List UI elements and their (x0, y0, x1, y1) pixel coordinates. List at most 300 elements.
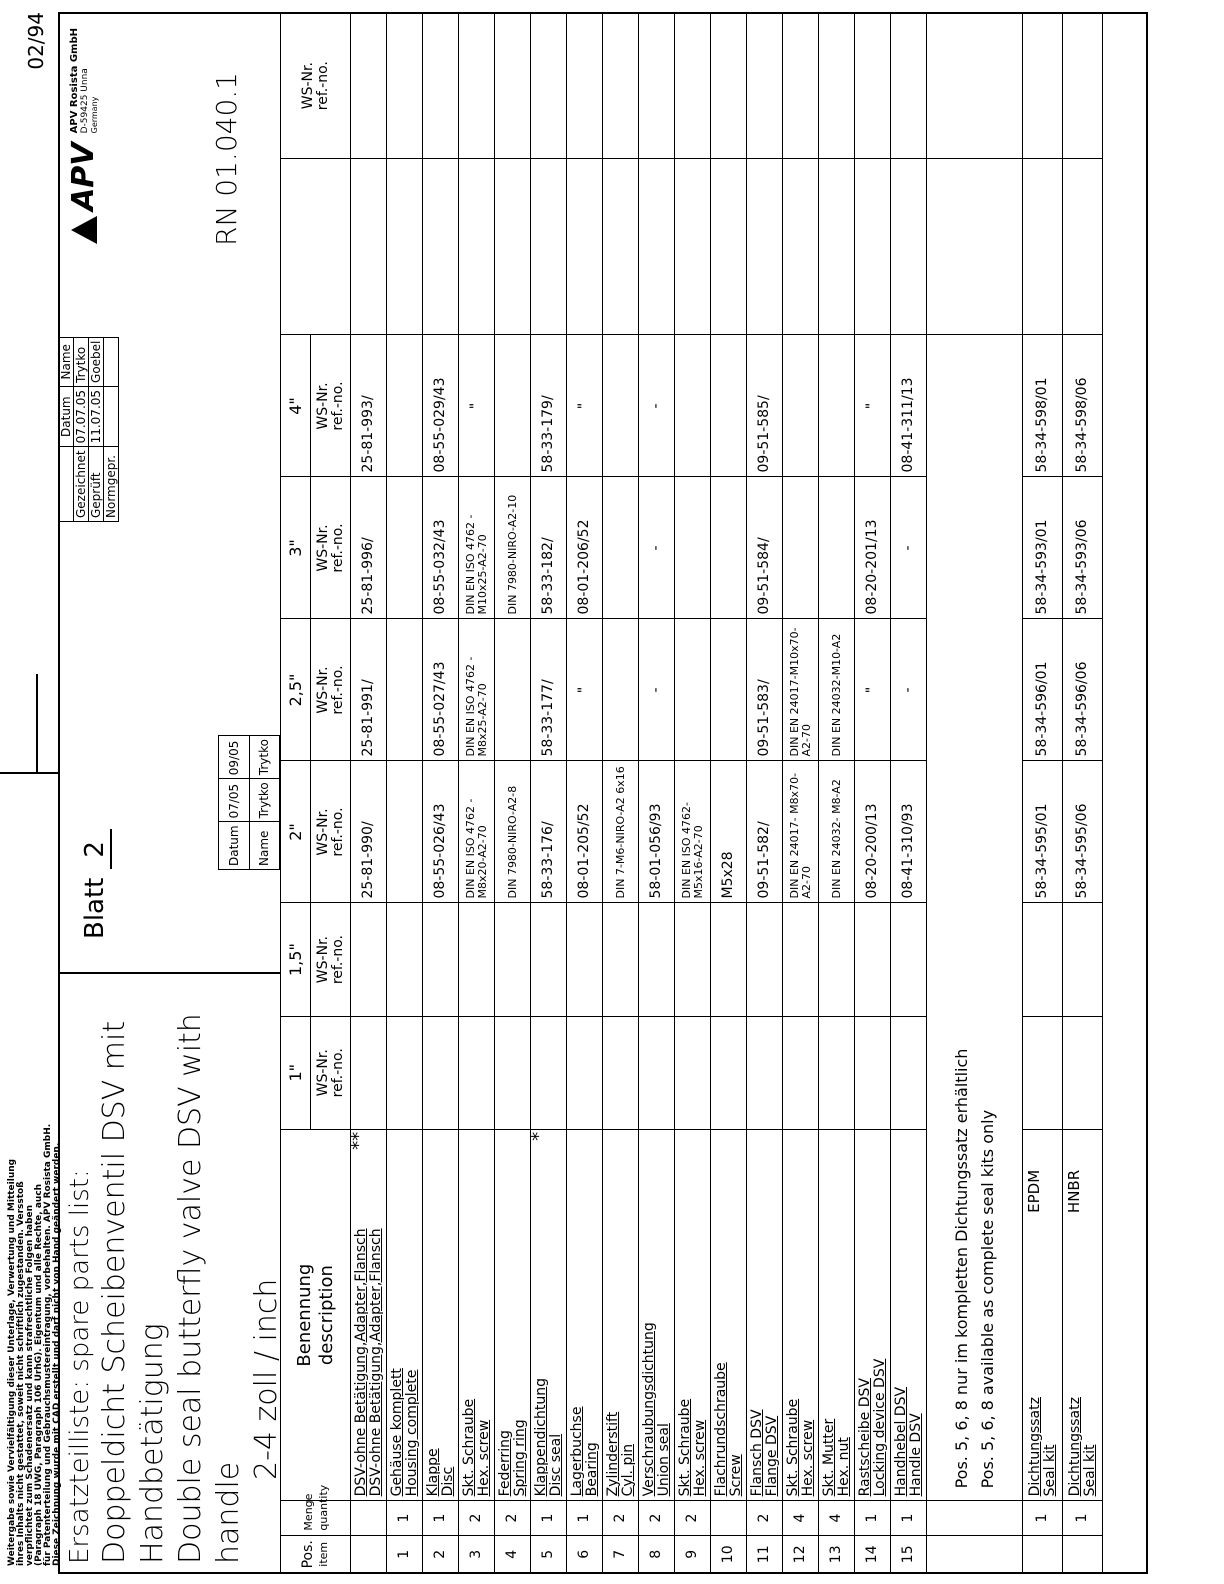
ref-cell (819, 1016, 855, 1129)
company-city: D-59425 Unna (79, 68, 90, 134)
qty-cell: 2 (459, 1501, 495, 1535)
table-row (891, 13, 927, 1574)
approval-datum: 07.07.05 (74, 386, 89, 446)
ref-cell: 08-55-026/43 (423, 761, 459, 903)
qty-cell: 2 (495, 1501, 531, 1535)
ref-cell (423, 1016, 459, 1129)
ref-cell (819, 13, 855, 159)
qty-cell (351, 1501, 387, 1535)
ref-cell (675, 1016, 711, 1129)
approval-name: Trytko (74, 337, 89, 386)
approval-label: Gezeichnet (74, 447, 89, 522)
ref-cell: - (639, 477, 675, 619)
ref-cell (459, 903, 495, 1016)
pos-cell: 8 (639, 1535, 675, 1573)
ref-cell: 08-01-205/52 (567, 761, 603, 903)
company-name: APV Rosista GmbH (68, 28, 80, 134)
pos-cell: 10 (711, 1535, 747, 1573)
ref-cell (1063, 13, 1103, 159)
description-de: Rastscheibe DSV (856, 1378, 873, 1497)
approval-datum: 11.07.05 (89, 386, 104, 446)
description-cell (783, 1129, 819, 1501)
ref-cell (387, 619, 423, 761)
ws-header: WS-Nr. ref.-no. (311, 903, 351, 1016)
ref-cell (711, 477, 747, 619)
ref-cell: 58-34-593/06 (1063, 477, 1103, 619)
ref-cell: DIN EN ISO 4762 -M8x25-A2-70 (459, 619, 495, 761)
date-code: 02/94 (24, 12, 48, 70)
parts-table (280, 12, 1103, 1574)
blank-cell (927, 1501, 1023, 1535)
description-de: Flansch DSV (748, 1409, 765, 1497)
ref-cell (423, 13, 459, 159)
ref-cell: - (891, 619, 927, 761)
page-subtitle: Double seal butterfly valve DSV with handle (173, 1013, 246, 1564)
ref-cell: - (891, 477, 927, 619)
ref-cell: - (639, 619, 675, 761)
page-title: Doppeldicht Scheibenventil DSV mit Handbetätigung (97, 1020, 170, 1564)
material: HNBR (1065, 1169, 1083, 1214)
ref-cell (531, 1016, 567, 1129)
blank-cell (927, 1535, 1023, 1573)
description-header: Benennung description (281, 1129, 351, 1501)
blank-cell (927, 159, 1023, 335)
qty-cell (711, 1501, 747, 1535)
ref-cell: 25-81-993/ (351, 335, 387, 477)
ref-cell: 58-33-176/ (531, 761, 567, 903)
legal-line: Weitergabe sowie Vervielfältigung dieser Unterlage, Verwertung und Mitteilung (7, 1158, 17, 1566)
qty-cell: 1 (1023, 1501, 1063, 1535)
ref-cell (387, 903, 423, 1016)
ref-cell (1023, 13, 1063, 159)
ref-cell (423, 903, 459, 1016)
description-cell (348, 1129, 387, 1501)
table-row (567, 13, 603, 1574)
ref-cell (855, 903, 891, 1016)
ref-cell (351, 903, 387, 1016)
description-de: Lagerbuchse (568, 1406, 585, 1497)
ws-header: WS-Nr. ref.-no. (311, 1016, 351, 1129)
company-country: Germany (89, 96, 99, 134)
ref-cell (495, 1016, 531, 1129)
ref-cell (603, 159, 639, 335)
approval-name-head: Name (59, 337, 74, 386)
ref-cell: 25-81-990/ (351, 761, 387, 903)
description-cell (459, 1129, 495, 1501)
ref-cell (459, 159, 495, 335)
revision-name-label: Name (249, 822, 280, 870)
ref-cell (459, 1016, 495, 1129)
qty-cell: 1 (531, 1501, 567, 1535)
ref-cell (603, 619, 639, 761)
ws-header: WS-Nr. ref.-no. (311, 761, 351, 903)
ref-cell (711, 13, 747, 159)
ref-cell: DIN EN ISO 4762-M5x16-A2-70 (675, 761, 711, 903)
ref-cell (747, 1016, 783, 1129)
divider (58, 972, 280, 974)
table-row (459, 13, 495, 1574)
ref-cell (819, 903, 855, 1016)
ref-cell: " (855, 335, 891, 477)
description-en: Union seal (655, 1423, 672, 1497)
ref-cell: 08-41-310/93 (891, 761, 927, 903)
description-de: DSV-ohne Betätigung,Adapter,Flansch (352, 1228, 369, 1497)
description-de: Skt. Schraube (676, 1398, 693, 1497)
description-de: Gehäuse komplett (388, 1368, 405, 1497)
size-range: 2-4 zoll / inch (249, 1278, 284, 1480)
ref-cell: DIN 7-M6-NIRO-A2 6x16 (603, 761, 639, 903)
approval-table (58, 337, 119, 522)
ref-cell: 08-20-200/13 (855, 761, 891, 903)
ref-cell (351, 1016, 387, 1129)
pos-header: Pos. item (281, 1535, 351, 1573)
description-en: Disc seal (547, 1433, 564, 1497)
notes-row (927, 13, 1023, 1574)
blank-cell (1063, 1535, 1103, 1573)
ref-cell (639, 13, 675, 159)
divider (0, 772, 58, 774)
description-cell (567, 1129, 603, 1501)
ref-cell (639, 1016, 675, 1129)
footnote-mark: ** (348, 1131, 369, 1150)
approval-name: Goebel (89, 337, 104, 386)
pos-cell: 14 (855, 1535, 891, 1573)
ref-cell (819, 335, 855, 477)
table-row (423, 13, 459, 1574)
ref-cell (1063, 903, 1103, 1016)
pos-cell: 4 (495, 1535, 531, 1573)
ref-cell (675, 13, 711, 159)
qty-cell: 4 (783, 1501, 819, 1535)
description-cell (711, 1129, 747, 1501)
ref-cell (819, 477, 855, 619)
size-header: 1" (281, 1016, 311, 1129)
table-row (855, 13, 891, 1574)
ref-cell: DIN EN ISO 4762 -M8x20-A2-70 (459, 761, 495, 903)
ref-cell: 09-51-583/ (747, 619, 783, 761)
company-logo (66, 16, 130, 244)
size-header: 4" (281, 335, 311, 477)
revision-name: Trytko (249, 736, 280, 779)
ws-header: WS-Nr. ref.-no. (281, 13, 351, 159)
table-row (783, 13, 819, 1574)
ref-cell (567, 13, 603, 159)
footnote-mark: * (528, 1131, 549, 1141)
description-de: Handhebel DSV (892, 1386, 909, 1497)
approval-label: Geprüft (89, 447, 104, 522)
table-row (711, 13, 747, 1574)
ref-cell: 08-01-206/52 (567, 477, 603, 619)
ref-cell (711, 619, 747, 761)
ref-cell (819, 159, 855, 335)
ref-cell (495, 159, 531, 335)
ref-cell (495, 335, 531, 477)
ref-cell (1063, 159, 1103, 335)
legal-line: (Paragraph 18 UWG, Paragraph 106 UrhG). Eigentum und alle Rechte, auch (34, 1183, 44, 1566)
table-row (639, 13, 675, 1574)
description-en: Seal kit (1081, 1444, 1098, 1497)
table-row (747, 13, 783, 1574)
note-en: Pos. 5, 6, 8 available as complete seal kits only (977, 1109, 997, 1489)
ref-cell (387, 477, 423, 619)
qty-cell: 2 (639, 1501, 675, 1535)
ws-header: WS-Nr. ref.-no. (311, 477, 351, 619)
description-cell (1023, 1129, 1063, 1501)
ref-cell (675, 619, 711, 761)
ref-cell (1023, 159, 1063, 335)
description-cell (639, 1129, 675, 1501)
ref-cell (531, 159, 567, 335)
ref-cell: 09-51-585/ (747, 335, 783, 477)
table-row (675, 13, 711, 1574)
description-en: Locking device DSV (871, 1358, 888, 1497)
ref-cell (495, 619, 531, 761)
ref-cell (387, 761, 423, 903)
ref-cell: 09-51-582/ (747, 761, 783, 903)
pos-cell: 11 (747, 1535, 783, 1573)
table-row (603, 13, 639, 1574)
blatt-value: 2 (80, 829, 112, 869)
ref-cell (387, 1016, 423, 1129)
pos-cell (351, 1535, 387, 1573)
qty-cell: 4 (819, 1501, 855, 1535)
description-de: Federring (496, 1430, 513, 1497)
ref-cell (675, 903, 711, 1016)
divider (36, 674, 38, 774)
description-cell (855, 1129, 891, 1501)
ref-cell (891, 1016, 927, 1129)
description-en: Hex. screw (691, 1419, 708, 1497)
ref-cell (531, 13, 567, 159)
description-cell (387, 1129, 423, 1501)
ws-header: WS-Nr. ref.-no. (311, 335, 351, 477)
ref-cell: 08-55-027/43 (423, 619, 459, 761)
revision-name: Trytko (249, 779, 280, 822)
approval-label: Normgepr. (104, 447, 119, 522)
apv-logo-text: APV (66, 142, 101, 211)
ref-cell: - (639, 335, 675, 477)
ref-cell (855, 13, 891, 159)
description-cell (1063, 1129, 1103, 1501)
ref-cell: 58-34-596/06 (1063, 619, 1103, 761)
description-en: Spring ring (511, 1419, 528, 1497)
qty-cell: 1 (423, 1501, 459, 1535)
ref-cell (783, 903, 819, 1016)
description-de: Skt. Schraube (460, 1398, 477, 1497)
ref-cell (891, 13, 927, 159)
ref-cell (855, 159, 891, 335)
description-de: Klappe (424, 1448, 441, 1497)
ref-cell (567, 1016, 603, 1129)
description-en: Handle DSV (907, 1413, 924, 1497)
ref-cell (639, 159, 675, 335)
description-de: Dichtungssatz (1066, 1397, 1083, 1497)
revision-datum: 09/05 (219, 736, 250, 779)
pos-cell: 5 (531, 1535, 567, 1573)
ref-cell: 58-33-177/ (531, 619, 567, 761)
size-header: 3" (281, 477, 311, 619)
description-cell (603, 1129, 639, 1501)
ref-cell (855, 1016, 891, 1129)
description-en: DSV-ohne Betätigung,Adapter,Flansch (367, 1228, 384, 1497)
description-en: Seal kit (1041, 1444, 1058, 1497)
ref-cell (603, 13, 639, 159)
ref-cell (747, 903, 783, 1016)
ref-cell (495, 903, 531, 1016)
description-en: Hex. screw (475, 1419, 492, 1497)
ref-cell: " (459, 335, 495, 477)
pos-cell: 2 (423, 1535, 459, 1573)
blatt-label: Blatt (80, 877, 110, 939)
qty-cell: 1 (1063, 1501, 1103, 1535)
legal-line: verpflichtet zum Schadenersatz und kann strafrechtliche Folgen haben (25, 1204, 35, 1566)
ref-cell (387, 335, 423, 477)
ref-cell: DIN EN 24017- M8x70-A2-70 (783, 761, 819, 903)
apv-triangle-icon (71, 216, 97, 244)
ref-cell (351, 159, 387, 335)
revision-table (218, 735, 280, 870)
note-de: Pos. 5, 6, 8 nur im kompletten Dichtungssatz erhältlich (951, 1048, 971, 1489)
title-line-1: Ersatzteilliste: spare parts list: (65, 1169, 95, 1564)
table-row (819, 13, 855, 1574)
seal-kit-row (1063, 13, 1103, 1574)
approval-datum-head: Datum (59, 386, 74, 446)
ref-cell: DIN EN 24017-M10x70-A2-70 (783, 619, 819, 761)
qty-cell: 2 (747, 1501, 783, 1535)
description-en: Hex. screw (799, 1419, 816, 1497)
pos-cell: 13 (819, 1535, 855, 1573)
ref-cell: DIN EN 24032-M10-A2 (819, 619, 855, 761)
description-de: Skt. Mutter (820, 1418, 837, 1497)
description-cell (819, 1129, 855, 1501)
ref-cell (891, 159, 927, 335)
ref-cell: " (567, 335, 603, 477)
ref-cell: 08-55-029/43 (423, 335, 459, 477)
ref-cell: 58-34-593/01 (1023, 477, 1063, 619)
description-de: Flachrundschraube (712, 1362, 729, 1497)
seal-kit-row (1023, 13, 1063, 1574)
description-cell (747, 1129, 783, 1501)
qty-cell: 2 (675, 1501, 711, 1535)
ref-cell (1063, 1016, 1103, 1129)
description-en: Flange DSV (763, 1415, 780, 1497)
ref-cell (1023, 903, 1063, 1016)
description-en: Hex. nut (835, 1437, 852, 1497)
ref-cell (567, 903, 603, 1016)
ref-cell (495, 13, 531, 159)
description-de: Skt. Schraube (784, 1398, 801, 1497)
ref-cell: 58-34-596/01 (1023, 619, 1063, 761)
ref-cell (747, 159, 783, 335)
table-row (531, 13, 567, 1574)
ref-cell (711, 1016, 747, 1129)
description-de: Dichtungssatz (1026, 1397, 1043, 1497)
legal-line: Diese Zeichnung wurde mit CAD erstellt und darf nicht von Hand geändert werden. (52, 1142, 62, 1566)
ref-cell: M5x28 (711, 761, 747, 903)
ref-cell (783, 13, 819, 159)
ref-cell: 08-20-201/13 (855, 477, 891, 619)
size-header: 2,5" (281, 619, 311, 761)
ws-header-blank (281, 159, 351, 335)
ref-cell (783, 159, 819, 335)
ref-cell (675, 477, 711, 619)
ref-cell (891, 903, 927, 1016)
ref-cell (1023, 1016, 1063, 1129)
ref-cell (711, 159, 747, 335)
ref-cell: " (567, 619, 603, 761)
ref-cell (531, 903, 567, 1016)
description-de: Verschraubungsdichtung (640, 1322, 657, 1497)
ref-cell (351, 13, 387, 159)
revision-datum: 07/05 (219, 779, 250, 822)
ref-cell: 25-81-996/ (351, 477, 387, 619)
ref-cell: 08-41-311/13 (891, 335, 927, 477)
pos-cell: 6 (567, 1535, 603, 1573)
legal-line: für Patenterteilung und Gebrauchsmustereintragung, vorbehalten. APV Rosista GmbH. (43, 1123, 53, 1566)
ref-cell: 08-55-032/43 (423, 477, 459, 619)
ref-cell: DIN EN 24032- M8-A2 (819, 761, 855, 903)
qty-cell: 1 (891, 1501, 927, 1535)
approval-name (104, 337, 119, 386)
ref-cell (567, 159, 603, 335)
notes-cell (927, 335, 1023, 1501)
description-cell (495, 1129, 531, 1501)
ref-cell (387, 159, 423, 335)
ref-cell: DIN 7980-NIRO-A2-8 (495, 761, 531, 903)
ref-cell: DIN EN ISO 4762 -M10x25-A2-70 (459, 477, 495, 619)
ref-cell: 25-81-991/ (351, 619, 387, 761)
description-en: Disc (439, 1466, 456, 1497)
description-cell (891, 1129, 927, 1501)
table-row (351, 13, 387, 1574)
ref-cell (747, 13, 783, 159)
qty-header: Menge quantity (281, 1501, 351, 1535)
qty-cell: 1 (855, 1501, 891, 1535)
description-en: Bearing (583, 1442, 600, 1497)
legal-line: ihres Inhalts nicht gestattet, soweit nicht schriftlich zugestanden. Versstoß (16, 1181, 26, 1566)
pos-cell: 15 (891, 1535, 927, 1573)
ref-cell (423, 159, 459, 335)
size-header: 2" (281, 761, 311, 903)
blatt (80, 829, 112, 939)
blank-cell (927, 13, 1023, 159)
ref-cell: 58-34-598/01 (1023, 335, 1063, 477)
drawing-number: RN 01.040.1 (210, 72, 243, 246)
ref-cell (675, 335, 711, 477)
pos-cell: 3 (459, 1535, 495, 1573)
qty-cell: 1 (567, 1501, 603, 1535)
description-cell (675, 1129, 711, 1501)
legal-notice (7, 1123, 62, 1566)
ref-cell: 09-51-584/ (747, 477, 783, 619)
material: EPDM (1025, 1169, 1043, 1213)
ref-cell: 58-34-595/06 (1063, 761, 1103, 903)
ref-cell (783, 335, 819, 477)
approval-datum (104, 386, 119, 446)
size-header: 1,5" (281, 903, 311, 1016)
ws-header: WS-Nr. ref.-no. (311, 619, 351, 761)
qty-cell: 1 (387, 1501, 423, 1535)
description-en: Cyl. pin (619, 1443, 636, 1497)
blank-cell (1023, 1535, 1063, 1573)
ref-cell (711, 335, 747, 477)
revision-datum-label: Datum (219, 822, 250, 870)
ref-cell: 58-34-595/01 (1023, 761, 1063, 903)
ref-cell: 58-33-179/ (531, 335, 567, 477)
pos-cell: 12 (783, 1535, 819, 1573)
ref-cell (783, 477, 819, 619)
description-de: Klappendichtung (532, 1378, 549, 1497)
